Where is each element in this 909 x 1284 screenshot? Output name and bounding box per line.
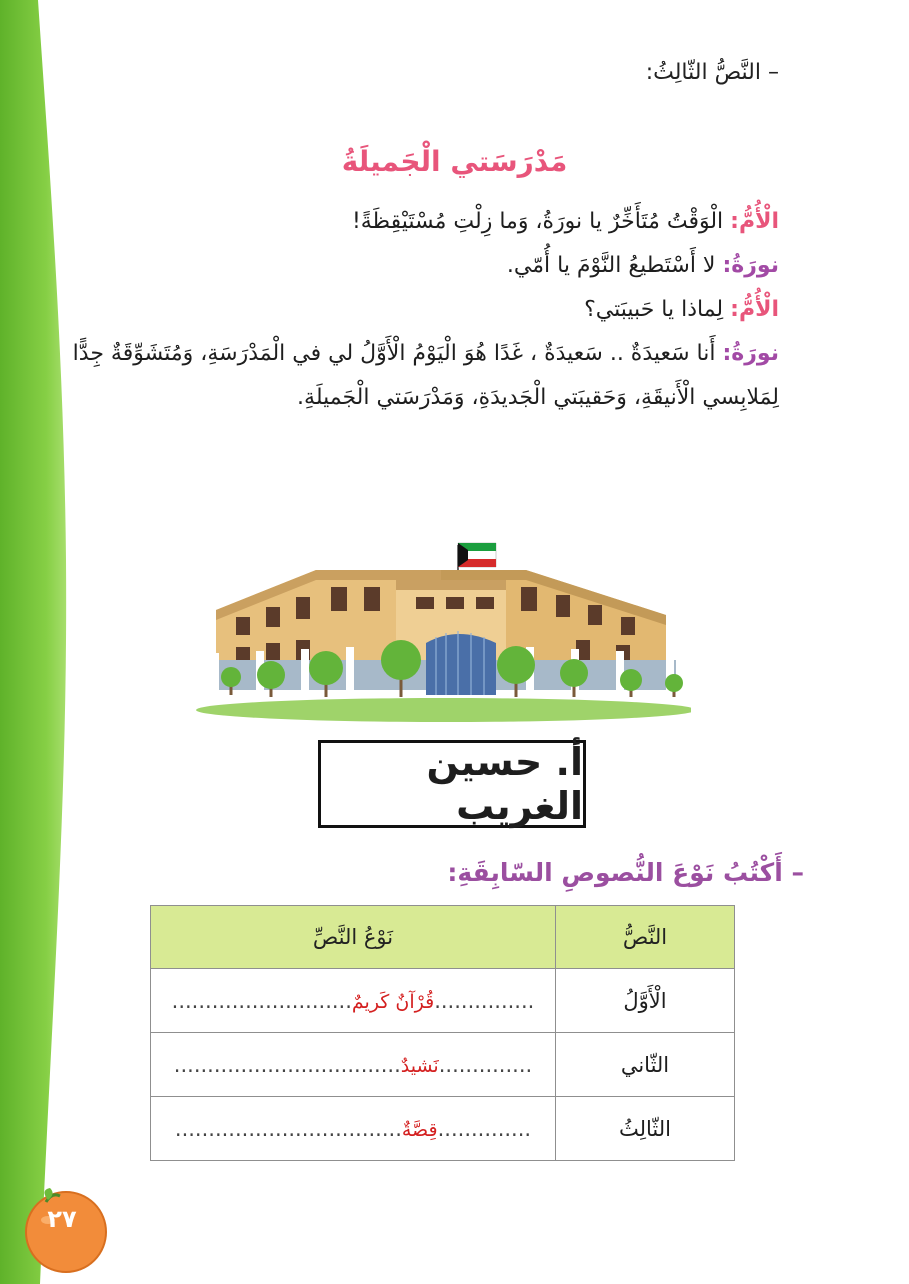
dialogue-line <box>70 200 779 244</box>
text-types-table <box>150 905 735 1161</box>
table-row <box>151 1033 735 1097</box>
dialogue-text: لِماذا يا حَبيبَتي؟ <box>584 297 731 322</box>
row-text-label: الْأَوَّلُ <box>556 969 735 1033</box>
header-type: نَوْعُ النَّصِّ <box>151 906 556 969</box>
table-header-row <box>151 906 735 969</box>
dialogue-line <box>70 288 779 332</box>
answer-text: قِصَّةٌ <box>401 1118 438 1141</box>
dialogue-text: لا أَسْتَطيعُ النَّوْمَ يا أُمّي. <box>506 253 723 278</box>
instruction-heading: – أَكْتُبُ نَوْعَ النُّصوصِ السّابِقَةِ: <box>447 858 804 887</box>
answer-cell[interactable]: ..............قِصَّةٌ.................................. <box>151 1097 556 1161</box>
answer-cell[interactable]: ..............نَشيدٌ.................................. <box>151 1033 556 1097</box>
table-row <box>151 1097 735 1161</box>
table-row <box>151 969 735 1033</box>
dialogue-text: أَنا سَعيدَةٌ .. سَعيدَةٌ ، غَدًا هُوَ الْيَوْمُ الْأَوَّلُ لي في الْمَدْرَسَةِ، وَمُتَشَوِّقَةٌ جِدًّا لِمَلابِسي الْأَنيقَةِ، وَحَقيبَتي الْجَديدَةِ، وَمَدْرَسَتي الْجَميلَةِ. <box>72 341 779 410</box>
speaker-label: الْأُمُّ: <box>730 297 779 322</box>
answer-text: نَشيدٌ <box>400 1054 439 1077</box>
section-heading: – النَّصُّ الثّالِثُ: <box>645 60 779 85</box>
dialogue-text: الْوَقْتُ مُتَأَخِّرٌ يا نورَةُ، وَما زِلْتِ مُسْتَيْقِظَةً! <box>351 209 731 234</box>
answer-cell[interactable]: ...............قُرْآنٌ كَريمٌ........................... <box>151 969 556 1033</box>
row-text-label: الثّاني <box>556 1033 735 1097</box>
speaker-label: نورَةُ: <box>722 341 779 366</box>
dialogue-block <box>70 200 779 420</box>
row-text-label: الثّالِثُ <box>556 1097 735 1161</box>
speaker-label: الْأُمُّ: <box>730 209 779 234</box>
school-building-illustration <box>196 525 691 725</box>
header-text: النَّصُّ <box>556 906 735 969</box>
dialogue-line <box>70 244 779 288</box>
green-side-strip <box>0 0 90 1284</box>
speaker-label: نورَةُ: <box>722 253 779 278</box>
answer-text: قُرْآنٌ كَريمٌ <box>351 990 435 1013</box>
story-title: مَدْرَسَتي الْجَميلَةُ <box>341 145 568 178</box>
author-name-box: أ. حسين الغريب <box>318 740 586 828</box>
page-number: ٢٧ <box>47 1205 77 1233</box>
dialogue-line <box>70 332 779 420</box>
